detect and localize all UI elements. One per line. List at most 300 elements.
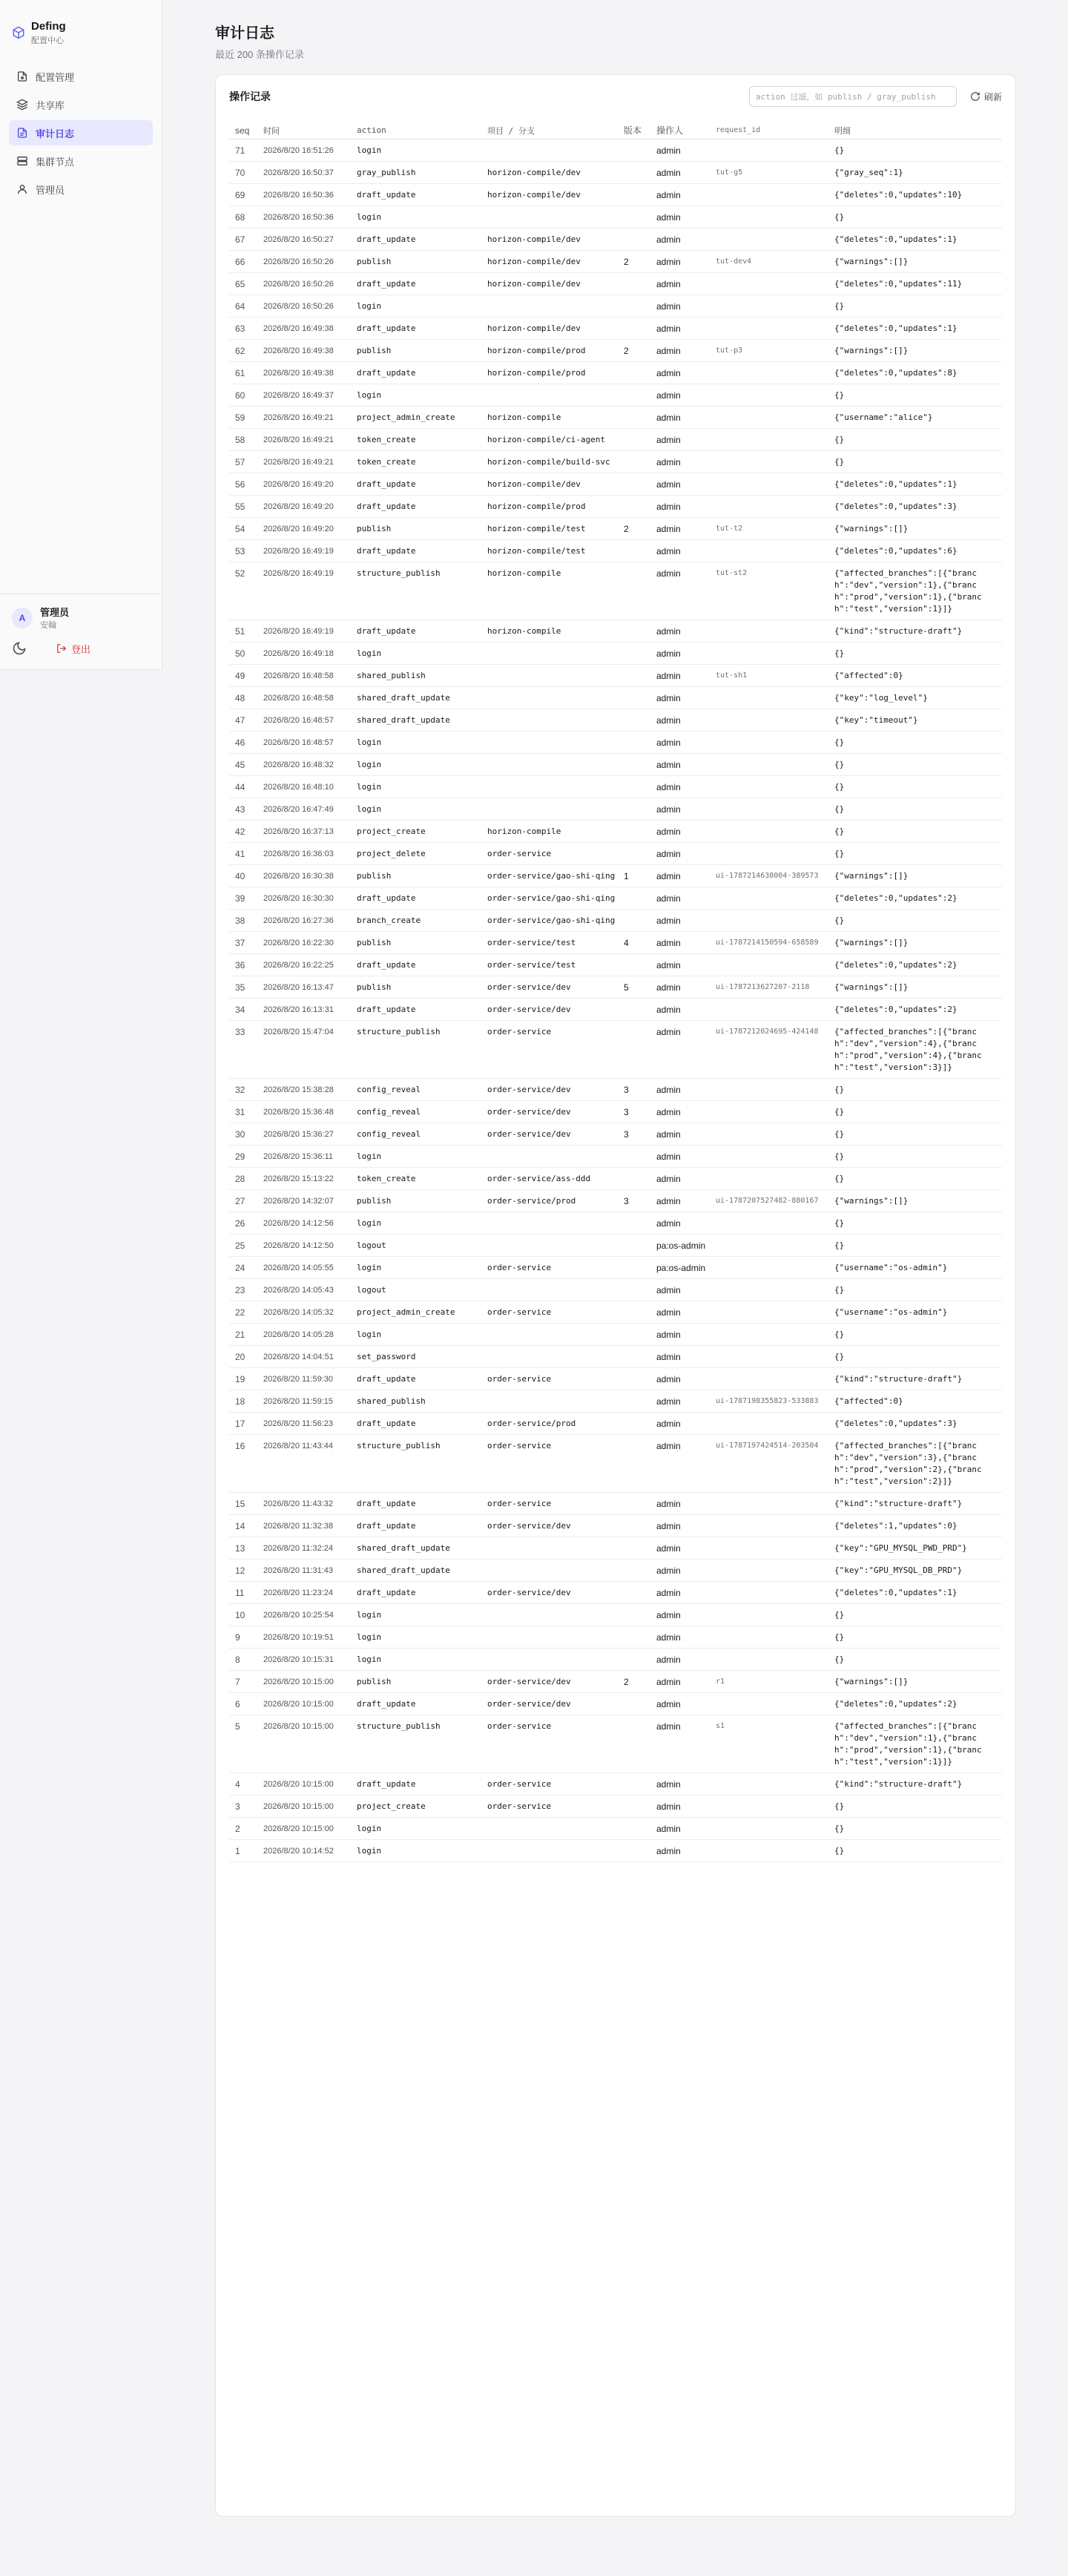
version-cell	[621, 384, 653, 406]
detail-cell: {"warnings":[]}	[831, 1670, 1002, 1692]
project-cell	[484, 1323, 621, 1345]
request-id-cell	[713, 1648, 831, 1670]
seq-cell: 54	[229, 517, 260, 539]
version-cell	[621, 1234, 653, 1256]
request-id-cell: ui-1787207527482-880167	[713, 1189, 831, 1212]
moon-icon[interactable]	[12, 641, 27, 656]
action-cell: login	[354, 1839, 484, 1862]
version-cell: 2	[621, 339, 653, 361]
table-row	[229, 753, 1002, 775]
seq-cell: 10	[229, 1603, 260, 1626]
request-id-cell: ui-1787214638004-389573	[713, 864, 831, 887]
operator-cell: admin	[653, 473, 713, 495]
operator-cell: admin	[653, 495, 713, 517]
action-cell: shared_draft_update	[354, 1559, 484, 1581]
sidebar-item-4[interactable]	[9, 177, 153, 202]
operator-cell: admin	[653, 1795, 713, 1817]
table-row	[229, 1234, 1002, 1256]
seq-cell: 56	[229, 473, 260, 495]
project-cell	[484, 295, 621, 317]
operator-cell: admin	[653, 1492, 713, 1514]
seq-cell: 36	[229, 953, 260, 976]
request-id-cell: tut-st2	[713, 562, 831, 620]
request-id-cell	[713, 1581, 831, 1603]
request-id-cell	[713, 1100, 831, 1123]
time-cell: 2026/8/20 10:15:00	[260, 1795, 354, 1817]
table-row	[229, 1772, 1002, 1795]
time-cell: 2026/8/20 15:47:04	[260, 1020, 354, 1078]
seq-cell: 69	[229, 183, 260, 206]
action-cell: shared_publish	[354, 664, 484, 686]
action-cell: login	[354, 1626, 484, 1648]
version-cell	[621, 1278, 653, 1301]
time-cell: 2026/8/20 11:59:30	[260, 1367, 354, 1390]
project-branch-header: 项目 / 分支	[484, 122, 621, 139]
project-cell: horizon-compile/test	[484, 539, 621, 562]
action-cell: draft_update	[354, 473, 484, 495]
project-cell: order-service/gao-shi-qing	[484, 887, 621, 909]
project-cell: horizon-compile/dev	[484, 317, 621, 339]
table-row	[229, 361, 1002, 384]
operator-cell: admin	[653, 295, 713, 317]
request-id-cell	[713, 1212, 831, 1234]
project-cell: horizon-compile/dev	[484, 228, 621, 250]
table-row	[229, 864, 1002, 887]
project-cell: order-service/dev	[484, 976, 621, 998]
request-id-cell	[713, 998, 831, 1020]
action-cell: login	[354, 642, 484, 664]
sidebar-item-2[interactable]	[9, 120, 153, 145]
action-cell: shared_draft_update	[354, 686, 484, 709]
version-cell	[621, 1020, 653, 1078]
seq-cell: 4	[229, 1772, 260, 1795]
detail-cell: {"deletes":0,"updates":1}	[831, 473, 1002, 495]
project-cell: horizon-compile/dev	[484, 272, 621, 295]
request-id-cell	[713, 953, 831, 976]
detail-cell: {}	[831, 753, 1002, 775]
action-cell: token_create	[354, 1167, 484, 1189]
operator-cell: admin	[653, 228, 713, 250]
project-cell	[484, 1345, 621, 1367]
version-cell	[621, 428, 653, 450]
time-cell: 2026/8/20 11:31:43	[260, 1559, 354, 1581]
operator-cell: admin	[653, 317, 713, 339]
seq-cell: 68	[229, 206, 260, 228]
time-cell: 2026/8/20 16:36:03	[260, 842, 354, 864]
request-id-cell	[713, 1123, 831, 1145]
project-cell: order-service	[484, 1301, 621, 1323]
version-cell	[621, 1817, 653, 1839]
detail-cell: {"deletes":0,"updates":10}	[831, 183, 1002, 206]
table-row	[229, 1670, 1002, 1692]
seq-cell: 32	[229, 1078, 260, 1100]
operator-cell: admin	[653, 1434, 713, 1492]
detail-cell: {"deletes":0,"updates":3}	[831, 495, 1002, 517]
project-cell: order-service	[484, 1020, 621, 1078]
action-cell: gray_publish	[354, 161, 484, 183]
project-cell	[484, 798, 621, 820]
version-cell	[621, 1839, 653, 1862]
action-cell: shared_draft_update	[354, 1537, 484, 1559]
table-row	[229, 1145, 1002, 1167]
operator-cell: admin	[653, 361, 713, 384]
time-cell: 2026/8/20 15:36:11	[260, 1145, 354, 1167]
operator-cell: admin	[653, 1189, 713, 1212]
detail-cell: {"warnings":[]}	[831, 1189, 1002, 1212]
version-cell	[621, 775, 653, 798]
request-id-cell	[713, 686, 831, 709]
sidebar-item-label: 集群节点	[36, 156, 75, 168]
request-id-cell	[713, 1078, 831, 1100]
operator-cell: admin	[653, 1839, 713, 1862]
version-cell	[621, 731, 653, 753]
logout-button[interactable]	[56, 642, 90, 656]
project-cell	[484, 753, 621, 775]
table-row	[229, 664, 1002, 686]
detail-cell: {}	[831, 642, 1002, 664]
request-id-cell	[713, 473, 831, 495]
time-cell: 2026/8/20 11:23:24	[260, 1581, 354, 1603]
seq-cell: 12	[229, 1559, 260, 1581]
document-icon	[16, 127, 28, 139]
action-cell: login	[354, 139, 484, 161]
version-cell	[621, 183, 653, 206]
time-cell: 2026/8/20 16:49:21	[260, 406, 354, 428]
request-id-cell	[713, 272, 831, 295]
seq-cell: 71	[229, 139, 260, 161]
time-cell: 2026/8/20 11:43:32	[260, 1492, 354, 1514]
seq-cell: 9	[229, 1626, 260, 1648]
time-cell: 2026/8/20 11:43:44	[260, 1434, 354, 1492]
time-cell: 2026/8/20 15:13:22	[260, 1167, 354, 1189]
project-cell	[484, 1648, 621, 1670]
project-cell	[484, 1390, 621, 1412]
request-id-cell	[713, 753, 831, 775]
action-cell: set_password	[354, 1345, 484, 1367]
version-cell	[621, 473, 653, 495]
version-cell	[621, 1603, 653, 1626]
version-cell	[621, 1581, 653, 1603]
seq-cell: 61	[229, 361, 260, 384]
version-cell	[621, 1626, 653, 1648]
operator-cell: admin	[653, 1167, 713, 1189]
version-cell	[621, 820, 653, 842]
table-row	[229, 1301, 1002, 1323]
seq-cell: 21	[229, 1323, 260, 1345]
sidebar	[0, 0, 162, 670]
action-cell: draft_update	[354, 953, 484, 976]
detail-cell: {"affected_branches":[{"branch":"dev","version":4},{"branch":"prod","version":4},{"branch":"test","version":3}]}	[831, 1020, 1002, 1078]
table-row	[229, 1123, 1002, 1145]
operator-cell: admin	[653, 450, 713, 473]
action-cell: draft_update	[354, 1692, 484, 1715]
detail-cell: {}	[831, 731, 1002, 753]
brand	[0, 0, 162, 49]
operator-cell: admin	[653, 1692, 713, 1715]
time-cell: 2026/8/20 16:49:21	[260, 428, 354, 450]
settings-file-icon	[16, 70, 28, 82]
request-id-cell	[713, 317, 831, 339]
request-id-cell	[713, 361, 831, 384]
table-row	[229, 1559, 1002, 1581]
detail-cell: {}	[831, 1323, 1002, 1345]
refresh-button[interactable]	[970, 91, 1002, 103]
seq-cell: 16	[229, 1434, 260, 1492]
user-info	[12, 605, 150, 631]
detail-cell: {}	[831, 1167, 1002, 1189]
refresh-label: 刷新	[983, 91, 1002, 102]
seq-cell: 38	[229, 909, 260, 931]
detail-cell: {}	[831, 1234, 1002, 1256]
action-cell: draft_update	[354, 1367, 484, 1390]
seq-cell: 40	[229, 864, 260, 887]
time-cell: 2026/8/20 16:49:20	[260, 473, 354, 495]
time-cell: 2026/8/20 10:15:31	[260, 1648, 354, 1670]
table-row	[229, 1078, 1002, 1100]
project-cell	[484, 1603, 621, 1626]
action-cell: structure_publish	[354, 1434, 484, 1492]
table-row	[229, 642, 1002, 664]
user-role: 安翰	[40, 621, 56, 630]
request-id-cell	[713, 1772, 831, 1795]
seq-cell: 47	[229, 709, 260, 731]
table-row	[229, 620, 1002, 642]
table-body	[229, 139, 1002, 1862]
action-cell: draft_update	[354, 1772, 484, 1795]
request-id-cell	[713, 1345, 831, 1367]
detail-cell: {}	[831, 1648, 1002, 1670]
table-row	[229, 820, 1002, 842]
seq-cell: 2	[229, 1817, 260, 1839]
action-cell: draft_update	[354, 998, 484, 1020]
operator-cell: admin	[653, 250, 713, 272]
version-cell	[621, 642, 653, 664]
request-id-cell	[713, 1301, 831, 1323]
time-cell: 2026/8/20 16:48:57	[260, 709, 354, 731]
version-cell	[621, 139, 653, 161]
version-cell	[621, 686, 653, 709]
action-cell: publish	[354, 1189, 484, 1212]
action-cell: structure_publish	[354, 562, 484, 620]
operator-cell: admin	[653, 183, 713, 206]
table-row	[229, 775, 1002, 798]
version-cell	[621, 1167, 653, 1189]
operator-cell: admin	[653, 1715, 713, 1772]
time-cell: 2026/8/20 16:48:57	[260, 731, 354, 753]
operator-cell: admin	[653, 272, 713, 295]
seq-cell: 42	[229, 820, 260, 842]
detail-cell: {}	[831, 1345, 1002, 1367]
request-id-cell	[713, 183, 831, 206]
operator-cell: admin	[653, 406, 713, 428]
detail-cell: {}	[831, 1145, 1002, 1167]
action-cell: login	[354, 1817, 484, 1839]
project-cell	[484, 1278, 621, 1301]
audit-table	[229, 122, 1002, 1862]
time-cell: 2026/8/20 11:59:15	[260, 1390, 354, 1412]
version-cell: 2	[621, 517, 653, 539]
action-cell: publish	[354, 339, 484, 361]
action-cell: login	[354, 1256, 484, 1278]
action-cell: token_create	[354, 428, 484, 450]
time-cell: 2026/8/20 16:27:36	[260, 909, 354, 931]
action-cell: shared_publish	[354, 1390, 484, 1412]
table-row	[229, 1367, 1002, 1390]
project-cell: order-service	[484, 1715, 621, 1772]
operator-cell: admin	[653, 1670, 713, 1692]
time-cell: 2026/8/20 16:48:58	[260, 664, 354, 686]
action-cell: structure_publish	[354, 1020, 484, 1078]
operator-cell: admin	[653, 998, 713, 1020]
project-cell: order-service	[484, 1772, 621, 1795]
seq-cell: 41	[229, 842, 260, 864]
time-cell: 2026/8/20 10:19:51	[260, 1626, 354, 1648]
request-id-cell	[713, 1817, 831, 1839]
action-cell: login	[354, 1145, 484, 1167]
operator-cell: admin	[653, 206, 713, 228]
table-row	[229, 1581, 1002, 1603]
detail-header: 明细	[831, 122, 1002, 139]
version-cell: 3	[621, 1123, 653, 1145]
time-cell: 2026/8/20 16:49:19	[260, 562, 354, 620]
project-cell: horizon-compile/prod	[484, 495, 621, 517]
table-row	[229, 562, 1002, 620]
action-cell: draft_update	[354, 495, 484, 517]
table-row	[229, 1167, 1002, 1189]
time-cell: 2026/8/20 16:49:38	[260, 339, 354, 361]
table-row	[229, 1434, 1002, 1492]
detail-cell: {"username":"alice"}	[831, 406, 1002, 428]
project-cell	[484, 686, 621, 709]
version-cell	[621, 1345, 653, 1367]
sidebar-item-1[interactable]	[9, 92, 153, 117]
seq-cell: 64	[229, 295, 260, 317]
seq-cell: 3	[229, 1795, 260, 1817]
project-cell: order-service/dev	[484, 1100, 621, 1123]
time-cell: 2026/8/20 16:50:27	[260, 228, 354, 250]
detail-cell: {"affected_branches":[{"branch":"dev","version":1},{"branch":"prod","version":1},{"branch":"test","version":1}]}	[831, 562, 1002, 620]
request-id-cell	[713, 428, 831, 450]
operator-cell: admin	[653, 753, 713, 775]
operator-cell: admin	[653, 642, 713, 664]
action-cell: token_create	[354, 450, 484, 473]
detail-cell: {}	[831, 798, 1002, 820]
version-cell: 3	[621, 1078, 653, 1100]
action-cell: config_reveal	[354, 1078, 484, 1100]
table-row	[229, 1715, 1002, 1772]
operator-cell: admin	[653, 539, 713, 562]
request-id-cell	[713, 406, 831, 428]
project-cell: order-service/test	[484, 953, 621, 976]
table-row	[229, 1817, 1002, 1839]
detail-cell: {"deletes":0,"updates":1}	[831, 1581, 1002, 1603]
project-cell	[484, 709, 621, 731]
project-cell: order-service	[484, 842, 621, 864]
seq-cell: 58	[229, 428, 260, 450]
action-cell: draft_update	[354, 620, 484, 642]
action-cell: draft_update	[354, 228, 484, 250]
table-row	[229, 731, 1002, 753]
detail-cell: {"deletes":0,"updates":11}	[831, 272, 1002, 295]
request-id-cell	[713, 495, 831, 517]
seq-cell: 30	[229, 1123, 260, 1145]
seq-cell: 28	[229, 1167, 260, 1189]
action-cell: login	[354, 295, 484, 317]
time-cell: 2026/8/20 14:05:32	[260, 1301, 354, 1323]
action-cell: structure_publish	[354, 1715, 484, 1772]
detail-cell: {}	[831, 450, 1002, 473]
detail-cell: {"warnings":[]}	[831, 517, 1002, 539]
table-row	[229, 272, 1002, 295]
operator-cell: admin	[653, 620, 713, 642]
time-cell: 2026/8/20 16:50:36	[260, 206, 354, 228]
action-cell: login	[354, 1603, 484, 1626]
operator-cell: admin	[653, 1559, 713, 1581]
request-id-cell	[713, 798, 831, 820]
time-cell: 2026/8/20 16:30:38	[260, 864, 354, 887]
request-id-cell	[713, 642, 831, 664]
time-cell: 2026/8/20 16:49:20	[260, 517, 354, 539]
time-cell: 2026/8/20 16:22:25	[260, 953, 354, 976]
action-filter-input[interactable]	[749, 86, 957, 107]
detail-cell: {}	[831, 820, 1002, 842]
request-id-cell	[713, 1626, 831, 1648]
table-row	[229, 998, 1002, 1020]
detail-cell: {"gray_seq":1}	[831, 161, 1002, 183]
project-cell: horizon-compile/dev	[484, 183, 621, 206]
request-id-cell: ui-1787198355823-533883	[713, 1390, 831, 1412]
table-row	[229, 1323, 1002, 1345]
seq-cell: 35	[229, 976, 260, 998]
version-cell	[621, 998, 653, 1020]
detail-cell: {"warnings":[]}	[831, 339, 1002, 361]
time-cell: 2026/8/20 16:50:26	[260, 295, 354, 317]
table-row	[229, 161, 1002, 183]
table-row	[229, 183, 1002, 206]
table-row	[229, 206, 1002, 228]
project-cell: order-service/dev	[484, 1692, 621, 1715]
table-row	[229, 517, 1002, 539]
request-id-cell	[713, 1839, 831, 1862]
page-subtitle: 最近 200 条操作记录	[215, 49, 304, 60]
sidebar-item-0[interactable]	[9, 64, 153, 89]
table-row	[229, 1189, 1002, 1212]
detail-cell: {"warnings":[]}	[831, 250, 1002, 272]
time-cell: 2026/8/20 16:30:30	[260, 887, 354, 909]
seq-cell: 27	[229, 1189, 260, 1212]
project-cell: order-service	[484, 1795, 621, 1817]
detail-cell: {"warnings":[]}	[831, 976, 1002, 998]
request-id-cell	[713, 1234, 831, 1256]
seq-cell: 23	[229, 1278, 260, 1301]
seq-cell: 15	[229, 1492, 260, 1514]
project-cell: horizon-compile	[484, 620, 621, 642]
operator-cell: admin	[653, 798, 713, 820]
detail-cell: {}	[831, 1212, 1002, 1234]
request-id-cell	[713, 820, 831, 842]
sidebar-item-3[interactable]	[9, 148, 153, 174]
version-cell	[621, 620, 653, 642]
time-cell: 2026/8/20 16:49:18	[260, 642, 354, 664]
operator-cell: admin	[653, 339, 713, 361]
table-row	[229, 1256, 1002, 1278]
action-cell: publish	[354, 931, 484, 953]
project-cell: horizon-compile	[484, 406, 621, 428]
version-cell	[621, 753, 653, 775]
seq-cell: 20	[229, 1345, 260, 1367]
version-cell: 3	[621, 1100, 653, 1123]
seq-cell: 51	[229, 620, 260, 642]
